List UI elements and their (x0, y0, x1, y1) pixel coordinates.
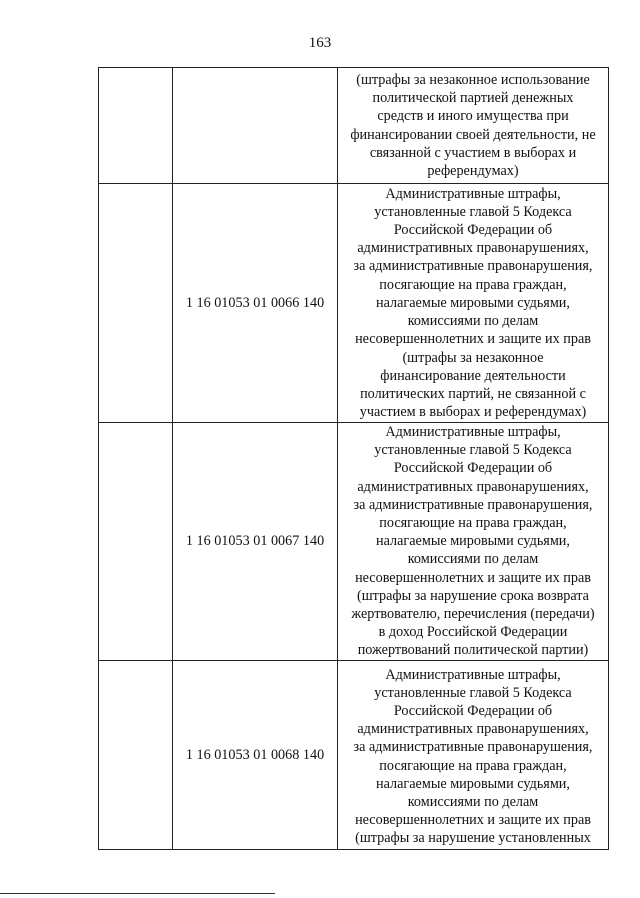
description-line: за административные правонарушения, (353, 496, 593, 513)
description-line: Российской Федерации об (393, 703, 553, 720)
description-line: пожертвований политической партии) (357, 642, 589, 659)
table-row (99, 184, 609, 423)
description-line: посягающие на права граждан, (379, 515, 567, 532)
description-cell (338, 184, 609, 423)
code-cell: 1 16 01053 01 0068 140 (173, 660, 338, 849)
description-line: (штрафы за незаконное использование (356, 71, 590, 88)
description-line: (штрафы за нарушение срока возврата (357, 587, 589, 604)
description-line: за административные правонарушения, (353, 258, 593, 275)
description-line: (штрафы за незаконное (402, 349, 544, 366)
description-line: политических партий, не связанной с (360, 385, 586, 402)
description-line: Административные штрафы, (385, 424, 561, 440)
table-row (99, 68, 609, 184)
description-line: налагаемые мировыми судьями, (376, 294, 570, 311)
description-line: Административные штрафы, (385, 666, 561, 683)
description-line: посягающие на права граждан, (379, 276, 567, 293)
description-cell (338, 68, 609, 184)
description-line: Административные штрафы, (385, 185, 561, 202)
description-line: административных правонарушениях, (357, 721, 589, 738)
footer-rule (0, 893, 275, 894)
description-cell (338, 660, 609, 849)
description-line: участием в выборах и референдумах) (359, 404, 587, 421)
description-line: финансировании своей деятельности, не (350, 126, 596, 143)
description-line: референдумах) (427, 162, 519, 179)
description-line: политической партией денежных (372, 90, 574, 107)
description-line: несовершеннолетних и защите их прав (355, 569, 591, 586)
description-line: установленные главой 5 Кодекса (374, 203, 572, 220)
blank-cell (99, 423, 173, 661)
description-line: несовершеннолетних и защите их прав (355, 331, 591, 348)
code-cell: 1 16 01053 01 0067 140 (173, 423, 338, 661)
description-line: связанной с участием в выборах и (369, 144, 577, 161)
description-cell (338, 423, 609, 661)
description-line: (штрафы за нарушение установленных (355, 830, 591, 847)
code-cell (173, 68, 338, 184)
description-line: комиссиями по делам (407, 551, 539, 568)
description-line: комиссиями по делам (407, 794, 539, 811)
blank-cell (99, 68, 173, 184)
description-line: комиссиями по делам (407, 313, 539, 330)
description-line: жертвователю, перечисления (передачи) (351, 606, 595, 623)
description-line: установленные главой 5 Кодекса (374, 684, 572, 701)
blank-cell (99, 660, 173, 849)
description-line: налагаемые мировыми судьями, (376, 775, 570, 792)
description-line: финансирование деятельности (380, 367, 566, 384)
table-row (99, 660, 609, 849)
description-line: административных правонарушениях, (357, 478, 589, 495)
description-line: посягающие на права граждан, (379, 757, 567, 774)
blank-cell (99, 184, 173, 423)
description-line: налагаемые мировыми судьями, (376, 533, 570, 550)
description-line: в доход Российской Федерации (378, 624, 568, 641)
page-number: 163 (308, 35, 332, 51)
description-line: за административные правонарушения, (353, 739, 593, 756)
description-line: административных правонарушениях, (357, 240, 589, 257)
table-row (99, 423, 609, 661)
description-line: Российской Федерации об (393, 460, 553, 477)
code-cell: 1 16 01053 01 0066 140 (173, 184, 338, 423)
description-line: Российской Федерации об (393, 222, 553, 239)
description-line: несовершеннолетних и защите их прав (355, 812, 591, 829)
budget-codes-table (98, 67, 609, 850)
description-line: установленные главой 5 Кодекса (374, 442, 572, 459)
description-line: средств и иного имущества при (377, 108, 569, 125)
